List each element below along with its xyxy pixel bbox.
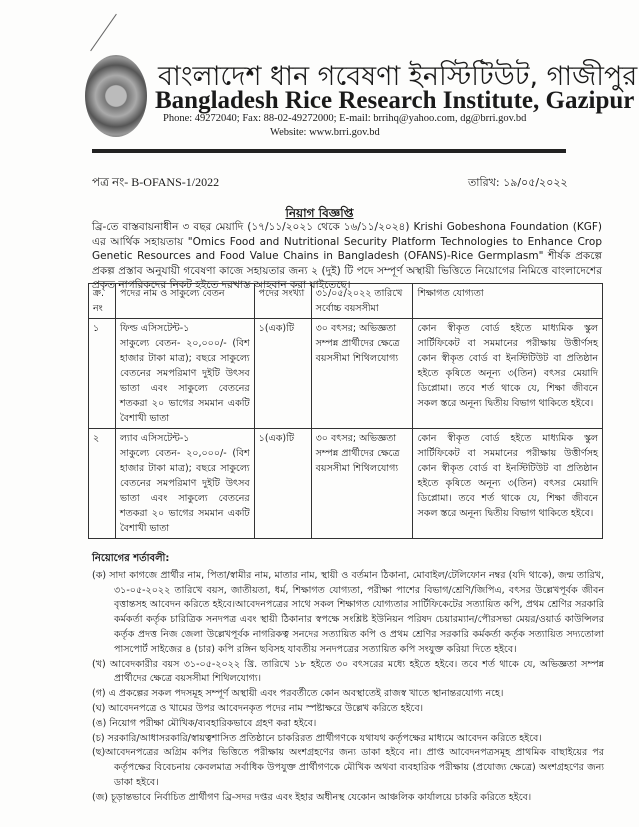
table-row	[89, 429, 603, 539]
serial: ২	[89, 429, 116, 539]
notice-heading: নিয়াগ বিজ্ঞপ্তি	[285, 206, 354, 220]
condition-item: (খ) আবেদকারীর বয়স ৩১-০৫-২০২২ খ্রি. তারিখে ১৮ হইতে ৩০ বৎসরের মধ্যে হইতে হইবে। তবে শর্ত থাকে যে, অভিজ্ঞতা সম্পন্ন প্রার্থীদের ক্ষেত্রে বয়সসীমা শিথিলযোগ্য।	[92, 658, 604, 685]
intro-paragraph: ব্রি-তে বাস্তবায়নাধীন ৩ বছর মেয়াদি (১৭/১১/২০২১ থেকে ১৬/১১/২০২৪) Krishi Gobeshona Foundation (KGF) এর আর্থিক সহায়তায় "Omics Food and Nutritional Security Platform Technologies to Enhance Crop Genetic Resources and Food Value Chains in Bangladesh (OFANS)-Rice Germplasm" শীর্ষক প্রকল্পে প্রকল্প প্রস্তাব অনুযায়ী গবেষণা কাজে সহায়তার জন্য ২ (দুই) টি পদে সম্পূর্ণ অস্থায়ী ভিত্তিতে নিয়োগের নিমিত্তে বাংলাদেশের প্রকৃত নাগরিকদের নিকট হইতে দরখাস্ত আহবান করা যাইতেছে।	[92, 221, 602, 291]
reference-number: পত্র নং- B-OFANS-1/2022	[92, 175, 220, 189]
post-cell	[115, 319, 254, 429]
col-serial: ক্র. নং	[89, 284, 116, 319]
condition-item: (ঙ) নিয়োগ পরীক্ষা মৌখিক/ব্যবহারিকভাবে গ্রহণ করা হইবে।	[92, 717, 317, 729]
condition-item: (জ) চূড়ান্তভাবে নির্বাচিত প্রার্থীগণ ব্রি-সদর দপ্তর এবং ইহার অধীনস্থ যেকোন আঞ্চলিক কার্যালয়ে চাকরি করিতে হইবে।	[92, 791, 532, 803]
qualification: কোন স্বীকৃত বোর্ড হইতে মাধ্যমিক স্কুল সার্টিফিকেট বা সমমানের পরীক্ষায় উত্তীর্ণসহ কোন স্বীকৃত বোর্ড বা ইনস্টিটিউট বা প্রতিষ্ঠান হইতে কৃষিতে অনূন্য ৩(তিন) বৎসর মেয়াদি ডিপ্লোমা। তবে শর্ত থাকে যে, শিক্ষা জীবনে সকল স্তরে অনূন্য দ্বিতীয় বিভাগ থাকিতে হইবে।	[413, 429, 603, 539]
conditions-section	[92, 552, 604, 806]
website: Website: www.brri.gov.bd	[270, 127, 380, 138]
institute-title-bn: বাংলাদেশ ধান গবেষণা ইনস্টিটিউট, গাজীপুর	[158, 61, 638, 92]
date: তারিখ: ১৯/০৫/২০২২	[468, 176, 568, 189]
post-name: ল্যাব এসিসটেন্ট-১	[119, 433, 190, 444]
condition-item: (ক) সাদা কাগজে প্রার্থীর নাম, পিতা/স্বামীর নাম, মাতার নাম, স্থায়ী ও বর্তমান ঠিকানা, মোবাইল/টেলিফোন নম্বর (যদি থাকে), জন্ম তারিখ, ৩১-০৫-২০২২ তারিখে বয়স, জাতীয়তা, ধর্ম, শিক্ষাগত যোগ্যতা, পরীক্ষা পাশের বিভাগ/শ্রেণি/জিপিএ, বৎসর উল্লেখপূর্বক জীবন বৃত্তান্তসহ আবেদন করিতে হইবে।আবেদনপত্রের সাথে সকল শিক্ষাগত যোগ্যতার সার্টিফিকেটের সত্যায়িত কপি, প্রথম শ্রেণির সরকারি কর্মকর্তা কর্তৃক চারিত্রিক সনদপত্র এবং স্থায়ী ঠিকানার স্বপক্ষে সংশ্লিষ্ট ইউনিয়ন পরিষদ চেয়ারম্যান/পৌরসভা মেয়র/ওয়ার্ড কাউন্সিলর কর্তৃক প্রদত্ত নিজ জেলা উল্লেখপূর্বক নাগরিকত্ব সনদের সত্যায়িত কপি ও প্রথম শ্রেণির সরকারি কর্মকর্তা কর্তৃক সত্যায়িত সদ্যতোলা পাসপোর্ট সাইজের ৪ (চার) কপি রঙ্গিন ছবিসহ যাবতীয় সনদপত্রের সত্যায়িত কপি সংযুক্ত করিয়া দিতে হইবে।	[92, 569, 604, 655]
contact-info: Phone: 49272040; Fax: 88-02-49272000; E-mail: brrihq@yahoo.com, dg@brri.gov.bd	[163, 113, 527, 124]
qualification: কোন স্বীকৃত বোর্ড হইতে মাধ্যমিক স্কুল সার্টিফিকেট বা সমমানের পরীক্ষায় উত্তীর্ণসহ কোন স্বীকৃত বোর্ড বা ইনস্টিটিউট বা প্রতিষ্ঠান হইতে কৃষিতে অনূন্য ৩(তিন) বৎসর মেয়াদি ডিপ্লোমা। তবে শর্ত থাকে যে, শিক্ষা জীবনে সকল স্তরে অনূন্য দ্বিতীয় বিভাগ থাকিতে হইবে।	[413, 319, 603, 429]
post-count: ১(এক)টি	[254, 319, 311, 429]
vacancy-table	[88, 283, 603, 539]
pen-mark	[90, 14, 117, 51]
condition-item: (চ) সরকারি/আধাসরকারি/স্বায়ত্বশাসিত প্রতিষ্ঠানে চাকরিরত প্রার্থীগণকে যথাযথ কর্তৃপক্ষের মাধ্যমে আবেদন করিতে হইবে।	[92, 732, 542, 744]
header-divider	[92, 149, 566, 153]
brri-logo	[85, 55, 147, 137]
col-qualification: শিক্ষাগত যোগ্যতা	[413, 284, 603, 319]
post-name: ফিল্ড এসিসটেন্ট-১	[119, 323, 190, 334]
col-count: পদের সংখ্যা	[254, 284, 311, 319]
salary: সাকুল্যে বেতন- ২০,০০০/- (বিশ হাজার টাকা মাত্র); বছরে সাকুল্যে বেতনের সমপরিমাণ দুইটি উৎসব ভাতা এবং সাকুল্যে বেতনের শতকরা ২০ ভাগের সমমান একটি বৈশাখী ভাতা	[119, 448, 250, 534]
conditions-title: নিয়োগের শর্তাবলী:	[92, 553, 170, 564]
condition-item: (গ) এ প্রকল্পের সকল পদসমূহ সম্পূর্ণ অস্থায়ী এবং পরবর্তীতে কোন অবস্থাতেই রাজস্ব খাতে স্থানান্তরযোগ্য নহে।	[92, 688, 504, 700]
post-cell	[115, 429, 254, 539]
serial: ১	[89, 319, 116, 429]
salary: সাকুল্যে বেতন- ২০,০০০/- (বিশ হাজার টাকা মাত্র); বছরে সাকুল্যে বেতনের সমপরিমাণ দুইটি উৎসব ভাতা এবং সাকুল্যে বেতনের শতকরা ২০ ভাগের সমমান একটি বৈশাখী ভাতা	[119, 338, 250, 424]
age-limit: ৩০ বৎসর; অভিজ্ঞতা সম্পন্ন প্রার্থীদের ক্ষেত্রে বয়সসীমা শিথিলযোগ্য	[311, 429, 413, 539]
age-limit: ৩০ বৎসর; অভিজ্ঞতা সম্পন্ন প্রার্থীদের ক্ষেত্রে বয়সসীমা শিথিলযোগ্য	[311, 319, 413, 429]
condition-item: (ছ)আবেদনপত্রের অগ্রিম কপির ভিত্তিতে পরীক্ষায় অংশগ্রহণের জন্য ডাকা হইবে না। প্রাপ্ত আবেদনপত্রসমূহ প্রাথমিক বাছাইয়ের পর কর্তৃপক্ষের বিবেচনায় কেবলমাত্র সর্বাধিক উপযুক্ত প্রার্থীগণকে মৌখিক অথবা ব্যবহারিক পরীক্ষায় (প্রযোজ্য ক্ষেত্রে) অংশগ্রহণের জন্য ডাকা হইবে।	[92, 747, 604, 788]
col-age: ৩১/০৫/২০২২ তারিখে সর্বোচ্চ বয়সসীমা	[311, 284, 413, 319]
table-row	[89, 319, 603, 429]
institute-title-en: Bangladesh Rice Research Institute, Gazipur	[155, 87, 635, 114]
table-header	[89, 284, 603, 319]
post-count: ১(এক)টি	[254, 429, 311, 539]
col-post: পদের নাম ও সাকুল্যে বেতন	[115, 284, 254, 319]
condition-item: (ঘ) আবেদনপত্রে ও খামের উপর আবেদনকৃত পদের নাম স্পষ্টাক্ষরে উল্লেখ করিতে হইবে।	[92, 702, 424, 714]
